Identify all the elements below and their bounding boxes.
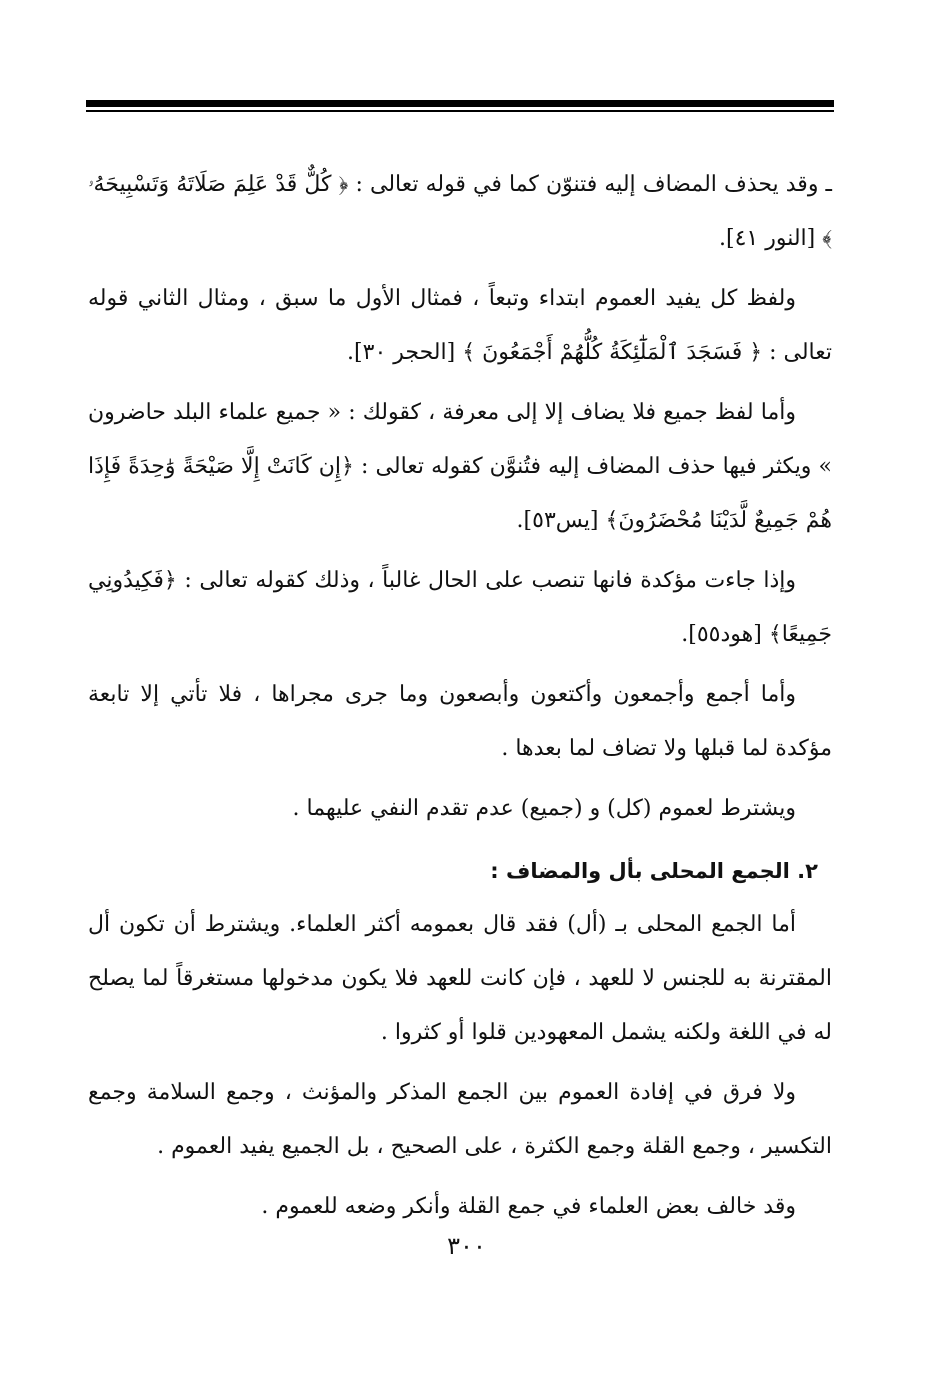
paragraph-9: وقد خالف بعض العلماء في جمع القلة وأنكر وضعه للعموم . xyxy=(261,1194,796,1219)
header-rule-thin xyxy=(86,110,834,112)
header-rule-thick xyxy=(86,100,834,107)
page-number: ٣٠٠ xyxy=(447,1232,486,1260)
page-body xyxy=(88,158,832,1240)
paragraph-5: وأما أجمع وأجمعون وأكتعون وأبصعون وما جرى مجراها ، فلا تأتي إلا تابعة مؤكدة لما قبلها ولا تضاف لما بعدها . xyxy=(88,682,832,761)
paragraph-4: وإذا جاءت مؤكدة فانها تنصب على الحال غالباً ، وذلك كقوله تعالى : ﴿فَكِيدُونِي جَمِيعًا﴾ [هود٥٥]. xyxy=(88,568,832,647)
paragraph-7: أما الجمع المحلى بـ (أل) فقد قال بعمومه أكثر العلماء. ويشترط أن تكون أل المقترنة به للجنس لا للعهد ، فإن كانت للعهد فلا يكون مدخولها مستغرقاً لما يصلح له في اللغة ولكنه يشمل المعهودين قلوا أو كثروا . xyxy=(88,912,832,1045)
paragraph-8: ولا فرق في إفادة العموم بين الجمع المذكر والمؤنث ، وجمع السلامة وجمع التكسير ، وجمع القلة وجمع الكثرة ، على الصحيح ، بل الجميع يفيد العموم . xyxy=(88,1080,832,1159)
paragraph-6: ويشترط لعموم (كل) و (جميع) عدم تقدم النفي عليهما . xyxy=(292,796,796,821)
paragraph-1: ـ وقد يحذف المضاف إليه فتنوّن كما في قوله تعالى : ﴿ كُلٌّ قَدْ عَلِمَ صَلَاتَهُ وَتَسْبِيحَهُۥ ﴾ [النور ٤١]. xyxy=(88,172,832,251)
paragraph-2: ولفظ كل يفيد العموم ابتداء وتبعاً ، فمثال الأول ما سبق ، ومثال الثاني قوله تعالى : ﴿ فَسَجَدَ ٱلْمَلَٰٓئِكَةُ كُلُّهُمْ أَجْمَعُونَ ﴾ [الحجر ٣٠]. xyxy=(88,286,832,365)
paragraph-3: وأما لفظ جميع فلا يضاف إلا إلى معرفة ، كقولك : « جميع علماء البلد حاضرون » ويكثر فيها حذف المضاف إليه فتُنوَّن كقوله تعالى : ﴿إِن كَانَتْ إِلَّا صَيْحَةً وَٰحِدَةً فَإِذَا هُمْ جَمِيعٌ لَّدَيْنَا مُحْضَرُونَ﴾ [يس٥٣]. xyxy=(88,400,832,533)
section-heading: ٢. الجمع المحلى بأل والمضاف : xyxy=(490,859,818,883)
